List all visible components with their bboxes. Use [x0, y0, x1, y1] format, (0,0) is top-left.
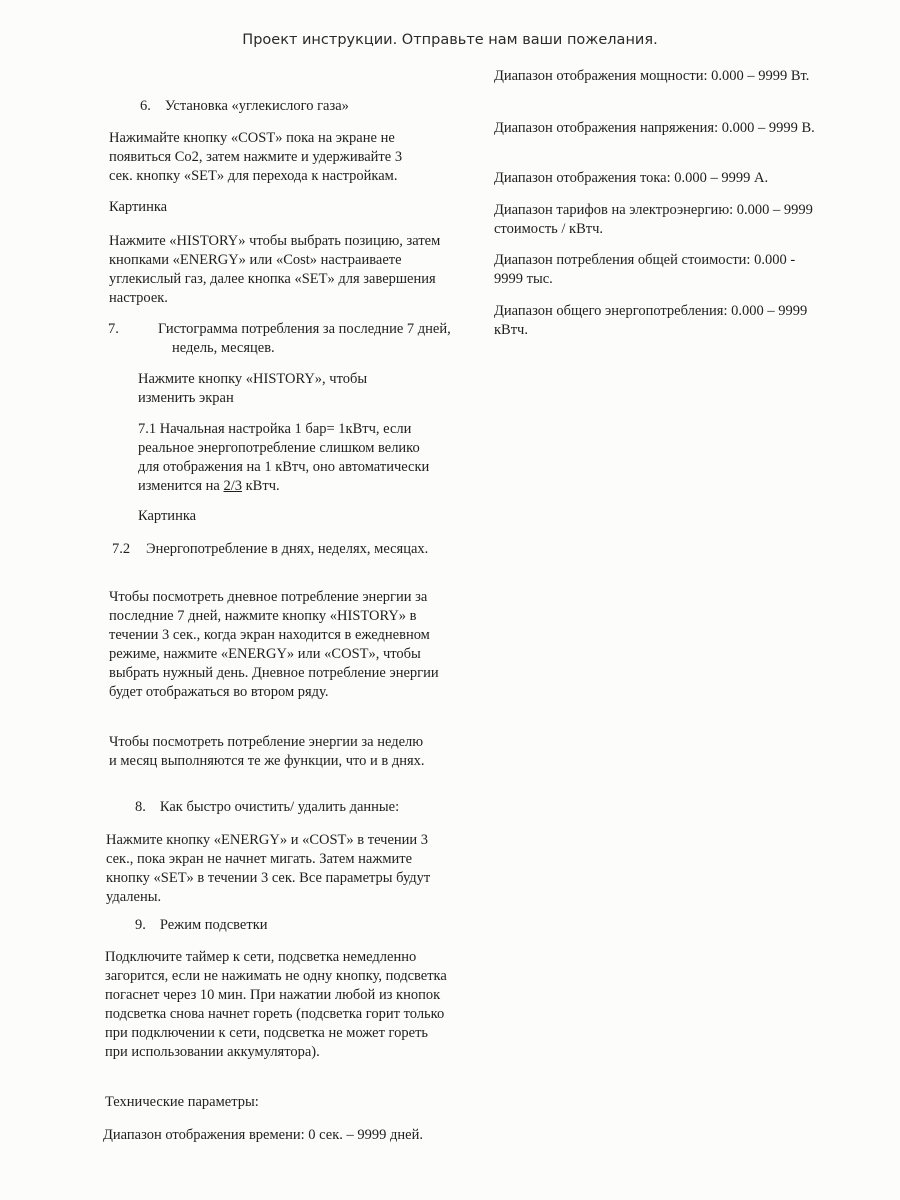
- tech-param-total-cost-range: Диапазон потребления общей стоимости: 0.000 - 9999 тыс.: [494, 252, 796, 287]
- tech-param-current-range: Диапазон отображения тока: 0.000 – 9999 А.: [494, 170, 769, 186]
- section-6-heading: [140, 97, 480, 116]
- section-7-image-placeholder: Картинка: [138, 508, 197, 524]
- section-6-title: Установка «углекислого газа»: [164, 98, 349, 114]
- tech-param-total-energy-range: Диапазон общего энергопотребления: 0.000 – 9999 кВтч.: [494, 303, 808, 338]
- tech-param-time-range: Диапазон отображения времени: 0 сек. – 9999 дней.: [103, 1127, 423, 1143]
- section-7-2-heading: 7.2 Энергопотребление в днях, неделях, месяцах.: [112, 541, 429, 557]
- page-header: Проект инструкции. Отправьте нам ваши пожелания.: [242, 32, 658, 48]
- section-7-2-title: Энергопотребление в днях, неделях, месяцах.: [146, 541, 429, 557]
- section-7-title: Гистограмма потребления за последние 7 дней, недель, месяцев.: [158, 321, 451, 356]
- section-7-2-paragraph-1: Чтобы посмотреть дневное потребление энергии за последние 7 дней, нажмите кнопку «HISTORY» в течении 3 сек., когда экран находится в ежедневном режиме, нажмите «ENERGY» или «COST», чтобы выбрать нужный день. Дневное потребление энергии будет отображаться во втором ряду.: [109, 589, 439, 700]
- technical-parameters-title: Технические параметры:: [105, 1094, 259, 1110]
- section-7-1-text-a: 7.1 Начальная настройка 1 бар= 1кВтч, если реальное энергопотребление слишком велико для отображения на 1 кВтч, оно автоматически изменится на: [138, 421, 430, 494]
- section-7-1-paragraph: [138, 420, 443, 496]
- section-9-title: Режим подсветки: [159, 917, 268, 933]
- section-7-2-paragraph-2: Чтобы посмотреть потребление энергии за неделю и месяц выполняются те же функции, что и в днях.: [109, 734, 425, 769]
- section-7-paragraph-1: Нажмите кнопку «HISTORY», чтобы изменить экран: [138, 371, 368, 406]
- section-8-title: Как быстро очистить/ удалить данные:: [159, 799, 400, 815]
- section-9-number: 9.: [135, 917, 146, 933]
- section-7-1-fraction: 2/3: [223, 478, 243, 494]
- tech-param-voltage-range: Диапазон отображения напряжения: 0.000 – 9999 В.: [494, 120, 815, 136]
- section-7-heading: 7. Гистограмма потребления за последние 7 дней, недель, месяцев.: [108, 321, 451, 356]
- section-9-paragraph-1: Подключите таймер к сети, подсветка немедленно загорится, если не нажимать не одну кнопку, подсветка погаснет через 10 мин. При нажатии любой из кнопок подсветка снова начнет гореть (подсветка горит только при подключении к сети, подсветка не может гореть при использовании аккумулятора).: [105, 949, 447, 1060]
- section-6-number: 6.: [140, 98, 151, 114]
- section-8-heading: [135, 798, 475, 817]
- section-8-paragraph-1: Нажмите кнопку «ENERGY» и «COST» в течении 3 сек., пока экран не начнет мигать. Затем нажмите кнопку «SET» в течении 3 сек. Все параметры будут удалены.: [106, 832, 431, 905]
- section-6-image-placeholder: Картинка: [109, 199, 168, 215]
- section-7-1-text-b: кВтч.: [242, 478, 280, 494]
- section-6-paragraph-2: Нажмите «HISTORY» чтобы выбрать позицию, затем кнопками «ENERGY» или «Cost» настраиваете углекислый газ, далее кнопка «SET» для завершения настроек.: [109, 233, 441, 306]
- tech-param-power-range: Диапазон отображения мощности: 0.000 – 9999 Вт.: [494, 68, 810, 84]
- section-9-heading: [135, 916, 475, 935]
- section-8-number: 8.: [135, 799, 146, 815]
- section-6-paragraph-1: Нажимайте кнопку «COST» пока на экране не появиться Co2, затем нажмите и удерживайте 3 сек. кнопку «SET» для перехода к настройкам.: [109, 130, 403, 184]
- tech-param-tariff-range: Диапазон тарифов на электроэнергию: 0.000 – 9999 стоимость / кВтч.: [494, 202, 813, 237]
